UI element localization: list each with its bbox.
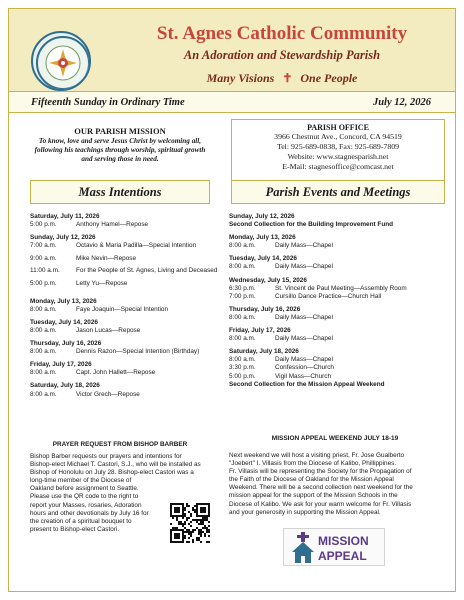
bulletin-date: July 12, 2026 <box>372 97 431 108</box>
entry-time: 8:00 a.m. <box>30 369 57 377</box>
entry-description: Anthony Hamel—Repose <box>76 221 149 229</box>
parish-mission <box>30 126 210 164</box>
schedule-entry <box>229 263 443 271</box>
schedule-day-heading: Friday, July 17, 2026 <box>229 327 291 335</box>
prayer-line: Please use the QR code to the right to <box>30 493 139 501</box>
prayer-line: report your Masses, rosaries, Adoration <box>30 501 142 509</box>
liturgical-occasion: Fifteenth Sunday in Ordinary Time <box>31 97 185 108</box>
schedule-day-heading: Saturday, July 11, 2026 <box>30 213 100 220</box>
parish-logo <box>31 31 91 91</box>
mass-intentions-list <box>30 213 226 399</box>
qr-code[interactable] <box>170 503 210 543</box>
logo-word-appeal: APPEAL <box>318 549 367 563</box>
entry-description: Daily Mass—Chapel <box>275 335 333 343</box>
entry-time: 5:00 p.m. <box>229 372 256 380</box>
schedule-entry <box>30 348 226 356</box>
prayer-line: long-time member of the Diocese of <box>30 477 132 485</box>
office-email[interactable]: E-Mail: stagnesoffice@comcast.net <box>282 161 394 171</box>
appeal-line: Diocese of Kalibo. We ask for your warm welcome for Fr. Villasis <box>229 500 412 508</box>
schedule-entry <box>229 293 443 301</box>
entry-description: Dennis Razon—Special Intention (Birthday) <box>76 348 200 356</box>
schedule-entry <box>30 306 226 314</box>
schedule-day-heading: Tuesday, July 14, 2026 <box>30 318 98 326</box>
schedule-note: Second Collection for the Building Improvement Fund <box>229 221 394 229</box>
mass-intentions-heading: Mass Intentions <box>30 180 210 204</box>
appeal-line: Next weekend we will host a visiting priest, Fr. Jose Gualberto <box>229 452 405 459</box>
entry-time: 5:00 p.m. <box>30 280 57 288</box>
schedule-entry <box>229 242 443 250</box>
schedule-day-heading: Friday, July 17, 2026 <box>30 361 92 369</box>
entry-description: Jason Lucas—Repose <box>76 326 141 334</box>
schedule-day-heading: Thursday, July 16, 2026 <box>30 340 102 348</box>
prayer-line: Bishop-elect Michael T. Castori, S.J., who will be installed as <box>30 461 201 469</box>
schedule-day-heading: Saturday, July 18, 2026 <box>229 348 299 356</box>
appeal-line: the Faith of the Diocese of Oakland for the Mission Appeal <box>229 476 394 484</box>
church-icon <box>288 530 318 566</box>
tagline-right: One People <box>300 71 358 85</box>
entry-description: Daily Mass—Chapel <box>275 313 333 321</box>
entry-description: St. Vincent de Paul Meeting—Assembly Room <box>275 284 407 292</box>
entry-time: 6:30 p.m. <box>229 284 256 292</box>
schedule-entry <box>30 221 226 229</box>
appeal-line: "Joebert" I. Villasis from the Diocese of Kalibo, Phillippines. <box>229 460 397 468</box>
events-list <box>229 213 443 389</box>
entry-time: 11:00 a.m. <box>30 267 60 275</box>
entry-time: 7:00 p.m. <box>229 292 256 300</box>
schedule-entry <box>30 255 226 263</box>
entry-description: Faye Joaquin—Special Intention <box>76 305 169 313</box>
mission-heading: OUR PARISH MISSION <box>74 126 166 136</box>
entry-description: Daily Mass—Chapel <box>275 263 333 271</box>
schedule-entry <box>229 373 443 381</box>
schedule-day-heading: Sunday, July 12, 2026 <box>30 234 96 242</box>
mission-appeal-heading: MISSION APPEAL WEEKEND JULY 18-19 <box>271 435 399 442</box>
entry-description: Capt. John Hallett—Repose <box>76 369 156 377</box>
parish-title: St. Agnes Catholic Community <box>156 23 408 44</box>
entry-time: 8:00 a.m. <box>229 263 256 271</box>
schedule-day-heading: Monday, July 13, 2026 <box>229 234 296 242</box>
entry-description: Daily Mass—Chapel <box>275 356 333 364</box>
entry-time: 8:00 a.m. <box>30 348 57 356</box>
prayer-line: Oakland before assignment to Seattle. <box>30 485 139 493</box>
schedule-entry <box>229 285 443 293</box>
schedule-entry <box>229 335 443 343</box>
entry-time: 8:00 a.m. <box>229 335 256 343</box>
entry-description: Octavio & Maria Padilla—Special Intention <box>76 242 197 250</box>
logo-word-mission: MISSION <box>318 534 369 548</box>
entry-description: Confession—Church <box>275 364 334 372</box>
schedule-day-heading: Tuesday, July 14, 2026 <box>229 255 297 263</box>
office-heading: PARISH OFFICE <box>307 123 369 132</box>
schedule-note: Second Collection for the Mission Appeal Weekend <box>229 380 385 388</box>
schedule-day-heading: Sunday, July 12, 2026 <box>229 213 295 220</box>
entry-description: Daily Mass—Chapel <box>275 242 333 250</box>
appeal-line: mission appeal for the support of the Mission Schools in the <box>229 492 398 500</box>
entry-description: For the People of St. Agnes, Living and Deceased <box>76 267 218 275</box>
schedule-day-heading: Wednesday, July 15, 2026 <box>229 276 307 284</box>
office-website[interactable]: Website: www.stagnesparish.net <box>287 151 389 161</box>
entry-description: Vigil Mass—Church <box>275 372 331 380</box>
entry-spacer <box>30 288 226 293</box>
entry-time: 8:00 a.m. <box>229 242 256 250</box>
date-band <box>9 91 455 113</box>
schedule-day-heading: Saturday, July 18, 2026 <box>30 382 100 390</box>
prayer-line: present to Bishop-elect Castori. <box>30 525 120 533</box>
prayer-request-heading: PRAYER REQUEST FROM BISHOP BARBER <box>52 441 188 448</box>
bulletin-header <box>9 9 455 91</box>
prayer-line: hours and other devotionals by July 16 for <box>30 509 149 517</box>
tagline-left: Many Visions <box>206 71 275 85</box>
schedule-day-heading: Thursday, July 16, 2026 <box>229 305 301 313</box>
entry-time: 8:00 a.m. <box>30 326 57 334</box>
entry-time: 3:30 p.m. <box>229 364 256 372</box>
parish-subtitle: An Adoration and Stewardship Parish <box>183 48 381 62</box>
schedule-entry <box>30 242 226 250</box>
mission-appeal-text <box>229 452 441 517</box>
schedule-entry <box>229 364 443 372</box>
entry-time: 8:00 a.m. <box>229 356 256 364</box>
schedule-entry <box>229 314 443 322</box>
entry-time: 8:00 a.m. <box>229 313 256 321</box>
entry-description: Letty Yu—Repose <box>76 280 128 288</box>
schedule-entry <box>30 391 226 399</box>
prayer-line: the creation of a spiritual bouquet to <box>30 517 132 525</box>
prayer-line: Bishop of Honolulu on July 28. Bishop-elect Castori was a <box>30 469 194 477</box>
appeal-line: Fr. Villasis will be representing the Society for the Propagation of <box>229 468 412 476</box>
entry-time: 5:00 p.m. <box>30 221 57 229</box>
mission-appeal-logo <box>283 528 385 566</box>
schedule-entry <box>30 369 226 377</box>
schedule-entry <box>30 327 226 335</box>
events-heading: Parish Events and Meetings <box>231 180 445 204</box>
parish-tagline <box>117 71 447 91</box>
cross-icon: ✝ <box>282 71 293 85</box>
entry-time: 7:00 a.m. <box>30 242 57 250</box>
schedule-entry <box>229 356 443 364</box>
schedule-day-heading: Monday, July 13, 2026 <box>30 297 97 305</box>
entry-description: Cursillo Dance Practice—Church Hall <box>275 292 382 300</box>
appeal-line: Weekend. There will be a second collection next weekend for the <box>229 484 413 492</box>
appeal-line: and your generosity in supporting the Mission Appeal. <box>229 508 381 516</box>
office-address: 3966 Chestnut Ave., Concord, CA 94519 <box>274 132 402 141</box>
schedule-entry <box>30 267 226 275</box>
entry-description: Victor Grech—Repose <box>76 390 140 398</box>
entry-time: 9:00 a.m. <box>30 254 57 262</box>
prayer-line: Bishop Barber requests our prayers and intentions for <box>30 453 182 460</box>
entry-time: 8:00 a.m. <box>30 305 57 313</box>
mission-text: To know, love and serve Jesus Christ by welcoming all, following his teachings through worship, spiritual growth and serving those in need. <box>34 137 206 163</box>
schedule-entry <box>30 280 226 288</box>
parish-office-box <box>231 119 445 183</box>
entry-description: Mike Nevin—Repose <box>76 254 137 262</box>
entry-time: 8:00 a.m. <box>30 390 57 398</box>
office-phones: Tel: 925-689-0838, Fax: 925-689-7809 <box>276 141 400 151</box>
